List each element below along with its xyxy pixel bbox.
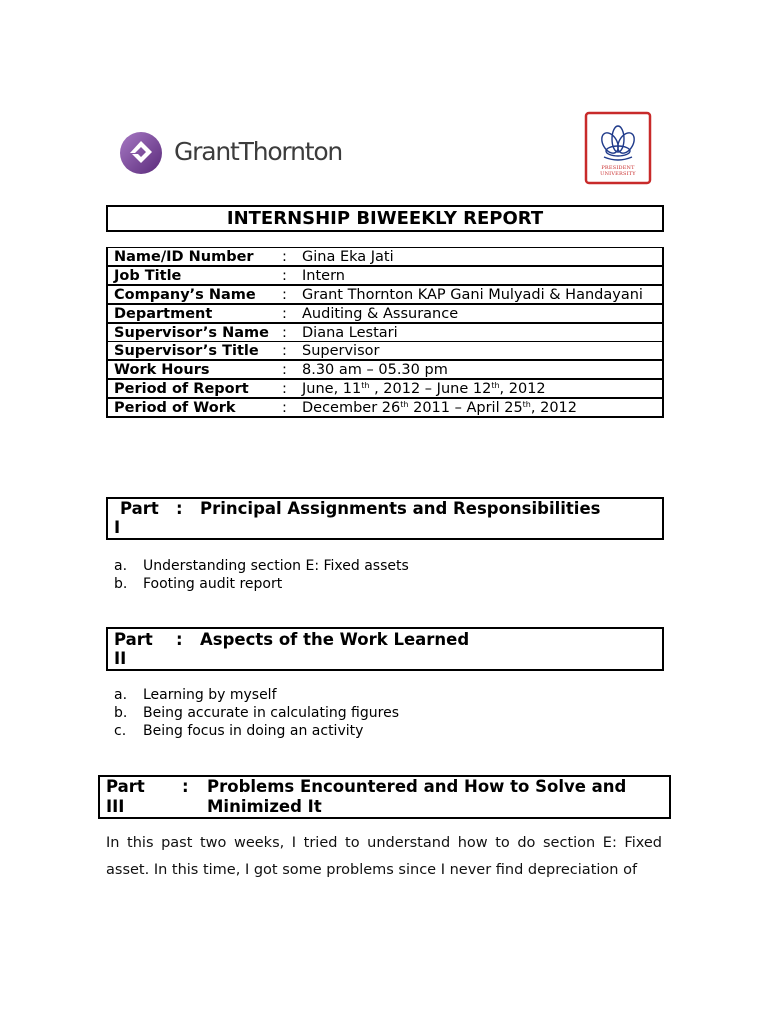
part3-paragraph: In this past two weeks, I tried to understand how to do section E: Fixed asset. In this time, I got some problems since I never find depreciation of	[106, 835, 662, 878]
info-colon: :	[282, 399, 287, 416]
list-marker: c.	[114, 723, 127, 739]
part3-header	[98, 775, 671, 819]
list-text: Being accurate in calculating figures	[143, 705, 399, 721]
part-colon: :	[182, 777, 189, 796]
value-text: December 26	[302, 399, 401, 416]
grant-thornton-wordmark: GrantThornton	[174, 137, 343, 166]
part-number: III	[106, 797, 125, 816]
part1-header	[106, 497, 664, 540]
info-label: Job Title	[114, 267, 182, 284]
list-marker: a.	[114, 558, 128, 574]
table-row	[107, 304, 663, 323]
part-title: Aspects of the Work Learned	[200, 630, 470, 649]
info-value	[296, 379, 663, 398]
table-row	[107, 342, 663, 361]
part-title: Principal Assignments and Responsibilities	[200, 499, 601, 518]
president-university-wordmark: PRESIDENT UNIVERSITY	[600, 165, 636, 177]
info-colon: :	[282, 361, 287, 378]
part-colon: :	[176, 499, 183, 518]
info-colon: :	[282, 267, 287, 284]
info-colon: :	[282, 248, 287, 265]
table-row	[107, 360, 663, 379]
table-row	[107, 248, 663, 267]
table-row	[107, 323, 663, 342]
info-value: Intern	[302, 267, 345, 284]
part-label: Part	[120, 499, 159, 518]
info-colon: :	[282, 342, 287, 359]
info-value	[296, 398, 663, 417]
ordinal-suffix: th	[400, 399, 409, 409]
list-text: Understanding section E: Fixed assets	[143, 558, 409, 574]
table-row	[107, 285, 663, 304]
info-label: Period of Report	[114, 380, 249, 397]
list-text: Being focus in doing an activity	[143, 723, 364, 739]
value-text: , 2012	[499, 380, 546, 397]
list-marker: a.	[114, 687, 128, 703]
list-text: Learning by myself	[143, 687, 277, 703]
part-colon: :	[176, 630, 183, 649]
info-label: Period of Work	[114, 399, 236, 416]
info-value: Diana Lestari	[302, 324, 398, 341]
info-label: Work Hours	[114, 361, 210, 378]
part2-header	[106, 627, 664, 671]
grant-thornton-logo	[118, 127, 363, 179]
part2-list	[114, 686, 634, 742]
list-marker: b.	[114, 576, 128, 592]
info-value: 8.30 am – 05.30 pm	[302, 361, 448, 378]
ordinal-suffix: th	[491, 380, 500, 390]
president-university-logo	[584, 111, 652, 185]
report-title: INTERNSHIP BIWEEKLY REPORT	[106, 205, 664, 232]
value-text: , 2012	[530, 399, 578, 416]
info-colon: :	[282, 305, 287, 322]
info-label: Name/ID Number	[114, 248, 254, 265]
value-text: June, 11	[302, 380, 362, 397]
table-row	[107, 266, 663, 285]
ordinal-suffix: th	[361, 380, 370, 390]
list-text: Footing audit report	[143, 576, 283, 592]
info-label: Supervisor’s Name	[114, 324, 269, 341]
info-value: Supervisor	[302, 342, 380, 359]
part-label: Part	[106, 777, 145, 796]
part-title-line1: Problems Encountered and How to Solve and	[207, 777, 627, 796]
part-number: I	[114, 518, 121, 537]
ordinal-suffix: th	[522, 399, 531, 409]
info-colon: :	[282, 380, 287, 397]
info-label: Supervisor’s Title	[114, 342, 259, 359]
part1-list	[114, 557, 634, 597]
report-info-table	[106, 247, 664, 418]
part-title-line2: Minimized It	[207, 797, 322, 816]
info-value: Grant Thornton KAP Gani Mulyadi & Handayani	[302, 286, 643, 303]
part-label: Part	[114, 630, 153, 649]
table-row	[107, 398, 663, 417]
info-label: Department	[114, 305, 213, 322]
info-value: Auditing & Assurance	[302, 305, 459, 322]
info-value: Gina Eka Jati	[302, 248, 394, 265]
info-colon: :	[282, 286, 287, 303]
info-label: Company’s Name	[114, 286, 256, 303]
table-row	[107, 379, 663, 398]
list-marker: b.	[114, 705, 128, 721]
value-text: , 2012 – June 12	[369, 380, 492, 397]
part-number: II	[114, 649, 127, 668]
grant-thornton-emblem-icon	[118, 127, 168, 179]
info-colon: :	[282, 324, 287, 341]
value-text: 2011 – April 25	[408, 399, 523, 416]
